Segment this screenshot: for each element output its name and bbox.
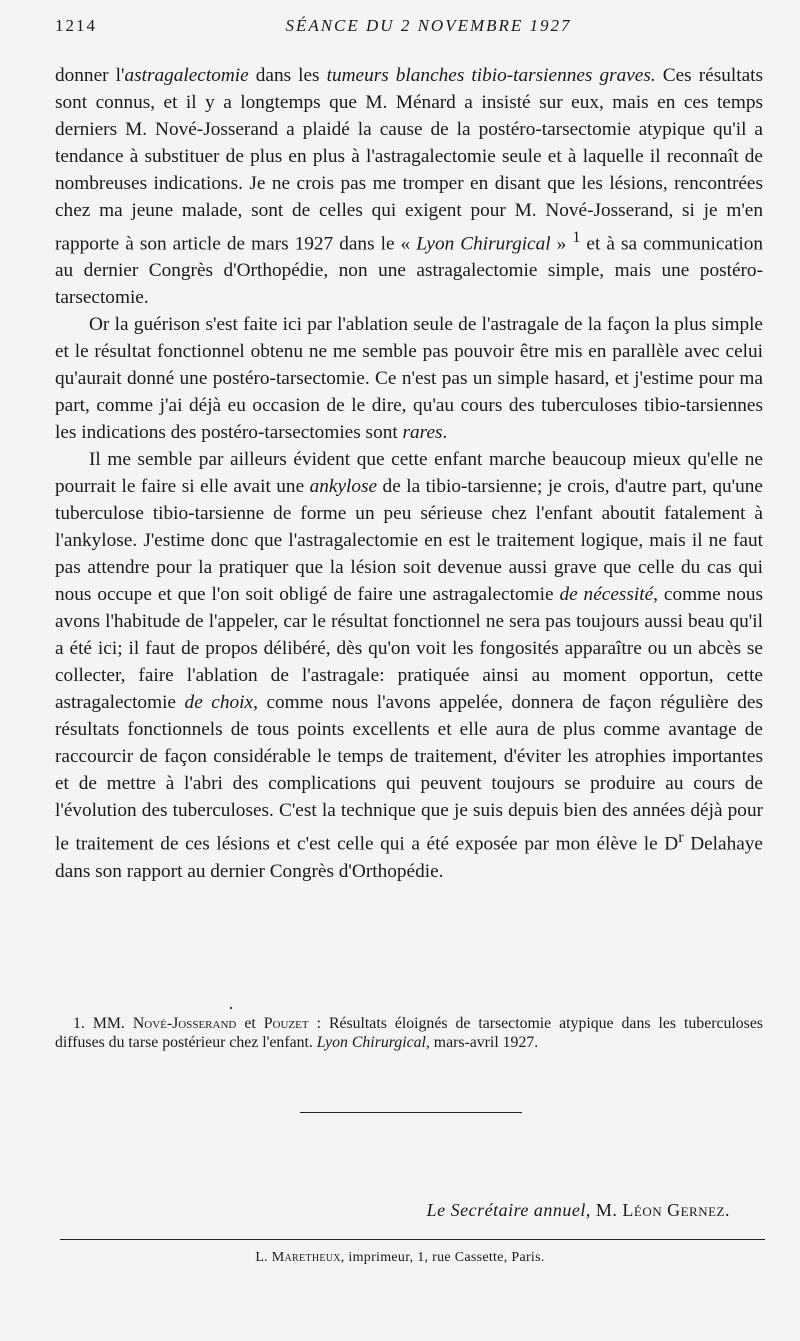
text-run: » — [550, 233, 573, 255]
signature — [427, 1200, 730, 1221]
running-title: SÉANCE DU 2 NOVEMBRE 1927 — [285, 16, 572, 35]
separator-dot: · — [228, 998, 234, 1018]
italic-run: tumeurs blanches tibio-tarsiennes graves. — [326, 65, 656, 86]
italic-run: astragalectomie — [124, 65, 249, 86]
superscript: r — [678, 829, 684, 847]
text-run: , comme nous avons l'habitude de l'appeler, car le résultat fonctionnel ne sera pas toujours aussi beau qu'il a été ici; il faut de propos délibéré, dès qu'on voit les fongosités apparaître ou un abcès se collecter, faire l'ablation de l'astragale: pratiquée ainsi au moment opportun, cette astragalectomie — [55, 584, 763, 714]
printer-address: , imprimeur, 1, rue Cassette, Paris. — [340, 1250, 545, 1265]
text-run: , comme nous l'avons appelée, donnera de façon régulière des résultats fonctionnels de tous points excellents et elle aura de plus comme avantage de raccourcir de façon considérable le temps de traitement, d'éviter les atrophies importantes et de mettre à l'abri des complications qui peuvent toujours se produire au cours de l'évolution des tuberculoses. C'est la technique que je suis depuis bien des années déjà pour le traitement de ces lésions et c'est celle qui a été exposée par mon élève le D — [55, 692, 763, 855]
divider — [300, 1112, 522, 1113]
footnote-text: : Résultats éloignés de tarsectomie atypique dans les tuberculoses diffuses du tarse postérieur chez l'enfant. — [55, 1015, 763, 1051]
text-run: de la tibio-tarsienne; je crois, d'autre part, qu'une tuberculose tibio-tarsienne de forme un peu sérieuse chez l'enfant aboutit fatalement à l'ankylose. J'estime donc que l'astragalectomie en est le traitement logique, mais il ne faut pas attendre pour la pratiquer que la lésion soit devenue aussi grave que celle du cas qui nous occupe et que l'on soit obligé de faire une astragalectomie — [55, 476, 763, 606]
text-run: Or la guérison s'est faite ici par l'ablation seule de l'astragale de la façon la plus simple et le résultat fonctionnel obtenu ne me semble pas pouvoir être mis en parallèle avec celui qu'aurait donné une postéro-tarsectomie. Ce n'est pas un simple hasard, et j'estime pour ma part, comme j'ai déjà eu occasion de le dire, qu'au cours des tuberculoses tibio-tarsiennes les indications des postéro-tarsectomies sont — [55, 314, 763, 444]
italic-run: ankylose — [309, 476, 378, 498]
text-run: et à sa communication au dernier Congrès d'Orthopédie, non une astragalectomie simple, mais une postéro-tarsectomie. — [55, 233, 764, 309]
italic-run: de nécessité — [559, 584, 654, 606]
paragraph-2 — [55, 311, 763, 446]
text-run: et — [236, 1015, 264, 1032]
italic-run: Lyon Chirurgical — [416, 233, 551, 255]
body-text — [55, 62, 763, 885]
text-run: dans les — [248, 65, 327, 86]
text-run: Ces résultats sont connus, et il y a longtemps que M. Ménard a insisté sur eux, mais en ces temps derniers M. Nové-Josserand a plaidé la cause de la postéro-tarsectomie atypique qu'il a tendance à substituer de plus en plus à l'astragalectomie seule et à laquelle il reconnaît de nombreuses indications. Je ne crois pas me tromper en disant que les lésions, rencontrées chez ma jeune malade, sont de celles qui exigent pour M. Nové-Josserand, si je m'en rapporte à son article de mars 1927 dans le « — [55, 65, 763, 255]
text-run: L. — [255, 1250, 272, 1265]
paragraph-1 — [55, 62, 763, 311]
footnote-mark: 1. MM. — [73, 1015, 133, 1032]
text-run: . — [725, 1200, 730, 1220]
footnote-author: Pouzet — [263, 1015, 309, 1032]
footnote-journal: Lyon Chirurgical — [316, 1034, 426, 1051]
divider — [60, 1239, 765, 1240]
signature-name: Léon Gernez — [622, 1200, 725, 1220]
italic-run: de choix — [184, 692, 254, 714]
signature-role: Le Secrétaire annuel — [426, 1200, 586, 1220]
text-run: donner l' — [55, 65, 125, 86]
footnote-ref: 1 — [572, 229, 581, 246]
italic-run: rares — [402, 422, 443, 444]
footnote — [55, 1014, 763, 1052]
page-header — [55, 16, 760, 36]
printer-name: Maretheux — [271, 1250, 341, 1265]
text-run: Il me semble par ailleurs évident que cette enfant marche beaucoup mieux qu'elle ne pourrait le faire si elle avait une — [55, 449, 763, 498]
text-run: Delahaye dans son rapport au dernier Congrès d'Orthopédie. — [55, 833, 763, 882]
page-number: 1214 — [55, 16, 97, 35]
text-run: , M. — [585, 1200, 623, 1220]
printer-imprint — [0, 1250, 800, 1266]
paragraph-3 — [55, 446, 763, 884]
footnote-author: Nové-Josserand — [132, 1015, 237, 1032]
text-run: . — [442, 422, 448, 444]
footnote-date: , mars-avril 1927. — [425, 1034, 539, 1051]
